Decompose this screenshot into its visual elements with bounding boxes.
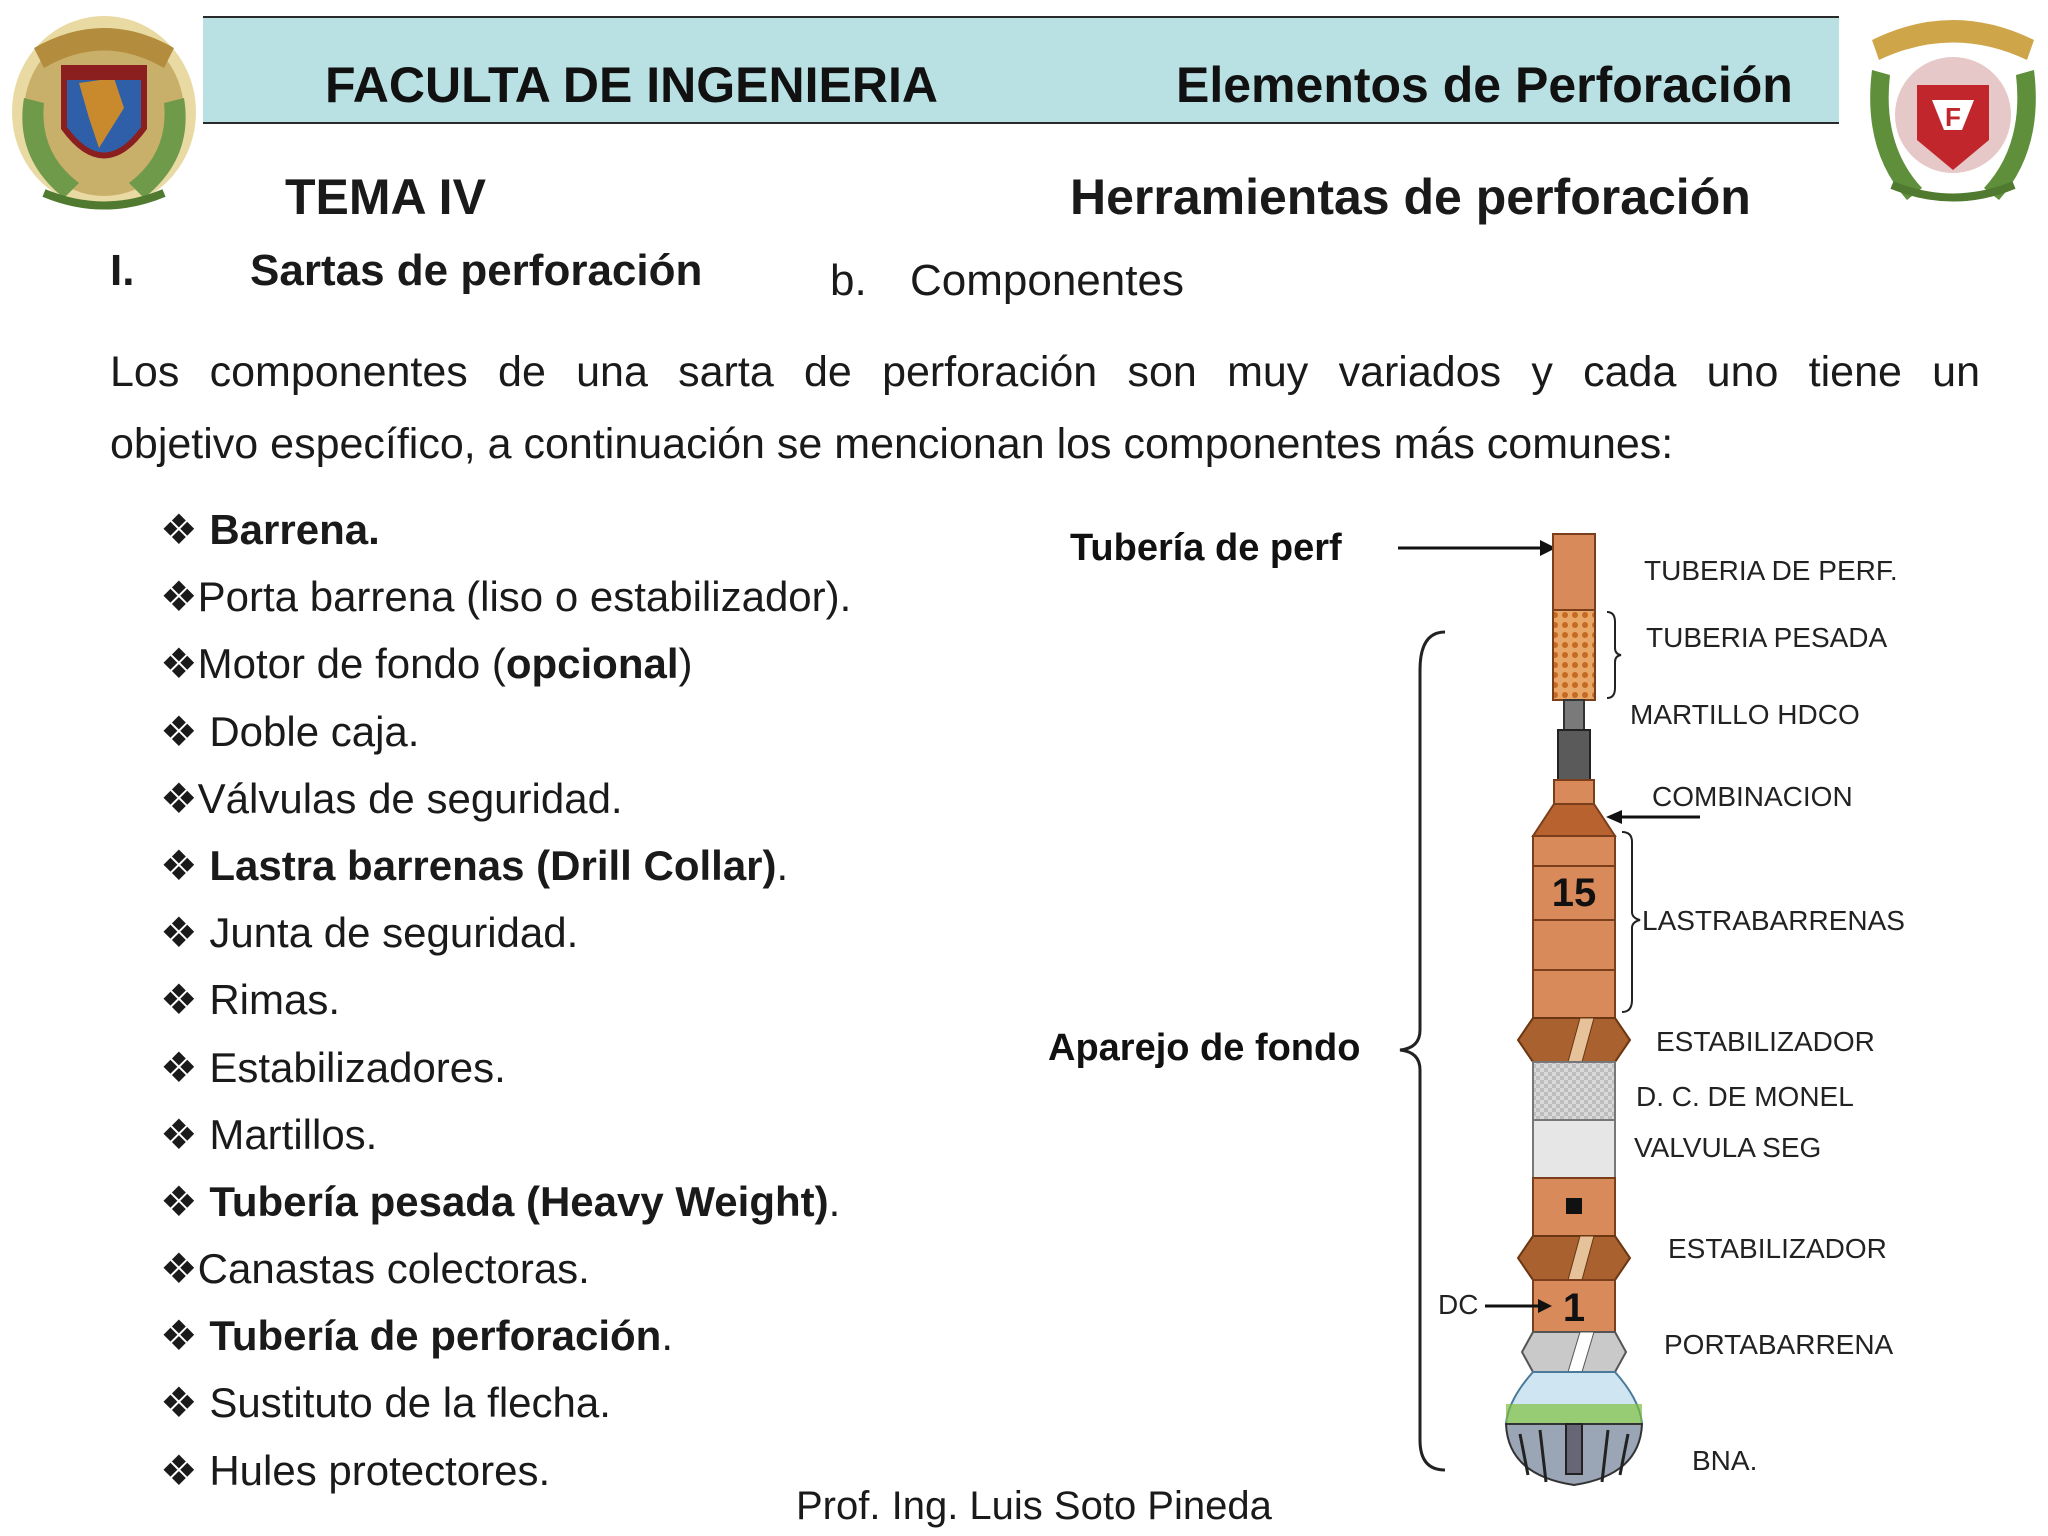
component-text: Martillos.	[209, 1110, 378, 1158]
crossover-arrowhead-icon	[1606, 810, 1622, 824]
part-label-heavy-weight: TUBERIA PESADA	[1646, 622, 1888, 653]
section-title: Sartas de perforación	[250, 246, 703, 295]
author-footer: Prof. Ing. Luis Soto Pineda	[796, 1484, 1272, 1528]
jar-neck	[1564, 700, 1584, 730]
section-roman: I.	[110, 246, 135, 295]
topic-title: Herramientas de perforación	[1070, 169, 1751, 225]
crossover-taper	[1533, 804, 1615, 836]
component-text: Rimas.	[209, 976, 341, 1024]
bullet-icon: ❖	[160, 1043, 198, 1091]
part-label-valve: VALVULA SEG	[1634, 1132, 1822, 1163]
safety-valve	[1533, 1120, 1615, 1178]
component-item	[160, 1239, 1060, 1306]
drill-pipe-label: Tubería de perf	[1070, 527, 1342, 569]
bullet-icon: ❖	[160, 1379, 198, 1427]
dc-label: DC	[1438, 1289, 1479, 1320]
component-item	[160, 903, 1060, 970]
component-bold-text: opcional	[505, 640, 679, 688]
component-item	[160, 500, 1060, 567]
bullet-icon: ❖	[160, 707, 198, 755]
bullet-icon: ❖	[160, 1177, 198, 1225]
component-bold-text: Tubería pesada (Heavy Weight)	[209, 1177, 829, 1225]
bullet-icon: ❖	[160, 1245, 198, 1293]
part-label-monel: D. C. DE MONEL	[1636, 1081, 1854, 1112]
component-bold-text: Barrena.	[209, 506, 380, 553]
unam-seal-logo	[4, 8, 204, 214]
part-label-crossover: COMBINACION	[1652, 781, 1853, 812]
part-label-bit: BNA.	[1692, 1445, 1758, 1476]
bullet-icon: ❖	[160, 841, 198, 889]
component-suffix: .	[661, 1312, 673, 1360]
component-item	[160, 1105, 1060, 1172]
component-text: Sustituto de la flecha.	[209, 1379, 611, 1427]
intro-paragraph	[110, 336, 1980, 480]
svg-text:F: F	[1945, 102, 1961, 132]
bullet-icon: ❖	[160, 506, 198, 553]
component-item	[160, 970, 1060, 1037]
bullet-icon: ❖	[160, 774, 198, 822]
bullet-icon: ❖	[160, 1446, 198, 1494]
bha-brace	[1400, 632, 1445, 1470]
bha-label: Aparejo de fondo	[1048, 1027, 1361, 1069]
collar-number-15: 15	[1551, 871, 1597, 915]
component-item	[160, 567, 1060, 634]
collars-brace	[1622, 832, 1640, 1012]
intro-line-1: Los componentes de una sarta de perforación son muy variados y cada uno tiene un	[110, 348, 1980, 396]
bullet-icon: ❖	[160, 1312, 198, 1360]
component-item	[160, 1038, 1060, 1105]
component-text: Motor de fondo (	[197, 640, 506, 688]
component-text: Estabilizadores.	[209, 1043, 506, 1091]
components-list	[160, 500, 1060, 1508]
collar-number-1: 1	[1562, 1286, 1586, 1330]
bullet-icon: ❖	[160, 1110, 198, 1158]
monel-collar	[1533, 1062, 1615, 1120]
engineering-seal-logo	[1862, 10, 2044, 210]
bit-nozzle	[1566, 1424, 1582, 1474]
bullet-icon: ❖	[160, 909, 198, 957]
heavy-weight-section	[1553, 610, 1595, 700]
component-suffix: )	[678, 640, 693, 688]
heavy-weight-brace	[1607, 612, 1621, 698]
component-suffix: .	[776, 841, 789, 889]
component-text: Doble caja.	[209, 707, 420, 755]
component-item	[160, 836, 1060, 903]
subsection-letter: b.	[830, 256, 867, 305]
component-suffix: .	[828, 1177, 841, 1225]
component-item	[160, 769, 1060, 836]
part-label-bit-sub: PORTABARRENA	[1664, 1329, 1894, 1360]
jar-body	[1558, 730, 1590, 780]
component-item	[160, 1172, 1060, 1239]
component-item	[160, 634, 1060, 701]
component-text: Porta barrena (liso o estabilizador).	[197, 573, 852, 621]
course-title: Elementos de Perforación	[1176, 57, 1793, 113]
component-text: Hules protectores.	[209, 1446, 551, 1494]
bullet-icon: ❖	[160, 573, 198, 621]
drill-string-diagram	[1000, 500, 2000, 1500]
topic-number: TEMA IV	[285, 169, 486, 225]
part-label-drill-pipe: TUBERIA DE PERF.	[1644, 555, 1898, 586]
subsection-title: Componentes	[910, 256, 1184, 305]
crossover-sub	[1554, 780, 1594, 804]
component-item	[160, 1306, 1060, 1373]
component-item	[160, 1373, 1060, 1440]
part-label-stabilizer-lower: ESTABILIZADOR	[1668, 1233, 1887, 1264]
bullet-icon: ❖	[160, 640, 198, 688]
bullet-icon: ❖	[160, 976, 198, 1024]
component-bold-text: Lastra barrenas (Drill Collar)	[209, 841, 777, 889]
component-bold-text: Tubería de perforación	[209, 1312, 662, 1360]
drill-pipe-section	[1553, 534, 1595, 610]
faculty-title: FACULTA DE INGENIERIA	[325, 57, 938, 113]
drill-collars	[1533, 836, 1615, 1018]
component-text: Canastas colectoras.	[197, 1245, 590, 1293]
component-text: Junta de seguridad.	[209, 909, 579, 957]
part-label-jar: MARTILLO HDCO	[1630, 699, 1860, 730]
intro-line-2: objetivo específico, a continuación se mencionan los componentes más comunes:	[110, 420, 1674, 468]
component-item	[160, 702, 1060, 769]
component-text: Válvulas de seguridad.	[197, 774, 623, 822]
part-label-drill-collars: LASTRABARRENAS	[1642, 905, 1905, 936]
part-label-stabilizer-upper: ESTABILIZADOR	[1656, 1026, 1875, 1057]
